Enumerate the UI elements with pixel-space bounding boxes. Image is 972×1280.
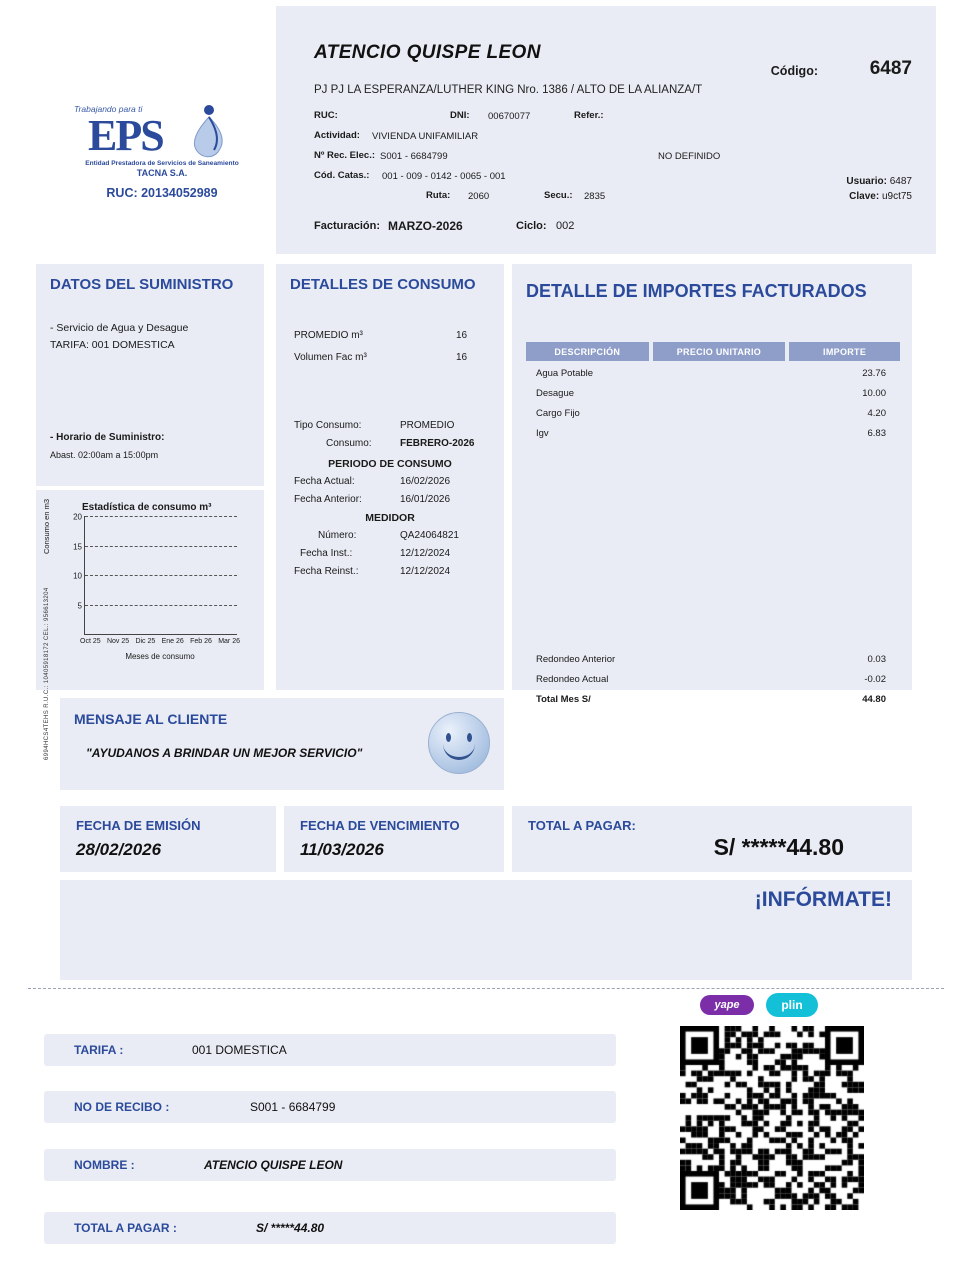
supply-tariff-line: TARIFA: 001 DOMESTICA	[50, 339, 175, 351]
yape-logo: yape	[700, 995, 754, 1015]
rec-elec-label	[314, 150, 375, 161]
medidor-numero-value: QA24064821	[400, 530, 459, 541]
informate-heading: ¡INFÓRMATE!	[754, 888, 892, 911]
fecha-actual-value: 16/02/2026	[400, 476, 451, 487]
actividad-label-text: Actividad:	[314, 130, 360, 141]
periodo-title: PERIODO DE CONSUMO	[328, 458, 452, 470]
chart-ytick-10: 10	[73, 571, 82, 581]
row-description: Igv	[536, 428, 549, 439]
stub-value: 001 DOMESTICA	[192, 1043, 287, 1057]
facturacion-label	[314, 220, 380, 232]
medidor-numero-label: Número:	[318, 530, 357, 541]
stub-value: S/ *****44.80	[256, 1221, 325, 1235]
supply-schedule-label: - Horario de Suministro:	[50, 432, 165, 443]
facturacion-label-text: Facturación:	[314, 220, 381, 232]
logo-city: TACNA S.A.	[136, 168, 188, 178]
billed-amounts-panel	[512, 264, 912, 705]
chart-title: Estadística de consumo m³	[82, 502, 212, 513]
table-row	[526, 388, 900, 408]
tipo-consumo-label: Tipo Consumo:	[294, 420, 362, 431]
consumption-details-title: DETALLES DE CONSUMO	[290, 276, 476, 293]
redondeo-actual-label: Redondeo Actual	[536, 674, 609, 685]
dni-label-text: DNI:	[450, 110, 470, 121]
refer-label	[574, 110, 604, 121]
chart-xtick: Dic 25	[135, 638, 156, 645]
due-date-panel	[284, 806, 504, 872]
fecha-anterior-label: Fecha Anterior:	[294, 494, 362, 505]
fecha-anterior-value: 16/01/2026	[400, 494, 451, 505]
informate-panel	[60, 880, 912, 980]
row-description: Cargo Fijo	[536, 408, 580, 419]
ruta-label	[426, 190, 450, 201]
ruc-label-text: RUC:	[314, 110, 338, 121]
secu-label	[544, 190, 573, 201]
plin-logo: plin	[766, 993, 818, 1017]
actividad-value: VIVIENDA UNIFAMILIAR	[372, 131, 479, 142]
stub-row-recibo	[44, 1091, 616, 1123]
medidor-reinst-value: 12/12/2024	[400, 566, 451, 577]
ciclo-value: 002	[556, 220, 575, 232]
customer-message-title: MENSAJE AL CLIENTE	[74, 711, 228, 727]
chart-xtick: Nov 25	[106, 638, 130, 645]
chart-xtick: Feb 26	[190, 638, 212, 645]
catastro-label-text: Cód. Catas.:	[314, 170, 370, 181]
due-date-title: FECHA DE VENCIMIENTO	[300, 818, 460, 833]
ciclo-label	[516, 220, 547, 232]
supply-data-panel	[36, 264, 264, 486]
total-due-title: TOTAL A PAGAR:	[528, 818, 636, 833]
logo-subtitle: Entidad Prestadora de Servicios de Saneamiento	[85, 160, 239, 167]
chart-ytick-20: 20	[73, 512, 82, 522]
row-description: Agua Potable	[536, 368, 594, 379]
row-amount: 6.83	[867, 428, 886, 439]
eps-logo	[60, 92, 260, 222]
actividad-label	[314, 130, 360, 141]
consumption-chart-panel	[36, 490, 264, 690]
catastro-label	[314, 170, 369, 181]
stub-key: NOMBRE :	[74, 1158, 135, 1172]
rec-elec-value: S001 - 6684799	[380, 151, 448, 162]
tear-off-divider	[28, 988, 944, 989]
secu-label-text: Secu.:	[544, 190, 573, 201]
chart-gridline-5	[77, 601, 237, 610]
chart-xtick: Mar 26	[218, 638, 240, 645]
chart-xtick: Ene 26	[161, 638, 184, 645]
supply-data-body	[50, 320, 188, 354]
chart-gridline-20	[73, 512, 237, 522]
table-row	[526, 368, 900, 388]
chart-xticks	[80, 638, 240, 645]
refer-label-text: Refer.:	[574, 110, 604, 121]
stub-value: ATENCIO QUISPE LEON	[204, 1158, 343, 1172]
amounts-table-header	[526, 342, 900, 361]
tipo-consumo-value: PROMEDIO	[400, 420, 455, 431]
stub-key: TOTAL A PAGAR :	[74, 1221, 177, 1235]
ruc-label	[314, 110, 338, 121]
no-definido-text: NO DEFINIDO	[658, 151, 721, 162]
total-mes-value: 44.80	[862, 694, 886, 705]
total-due-panel	[512, 806, 912, 872]
ciclo-label-text: Ciclo:	[516, 220, 547, 232]
catastro-value: 001 - 009 - 0142 - 0065 - 001	[382, 171, 506, 182]
billed-amounts-title: DETALLE DE IMPORTES FACTURADOS	[526, 281, 867, 301]
redondeo-anterior-value: 0.03	[867, 654, 886, 665]
redondeo-anterior-label: Redondeo Anterior	[536, 654, 616, 665]
facturacion-value: MARZO-2026	[388, 219, 463, 233]
ruta-label-text: Ruta:	[426, 190, 451, 201]
usuario-clave-box	[846, 174, 912, 204]
chart-ytick-5: 5	[77, 601, 82, 610]
logo-brand: EPS	[88, 111, 163, 160]
medidor-title: MEDIDOR	[365, 512, 415, 524]
row-amount: 4.20	[867, 408, 886, 419]
supply-service-line: - Servicio de Agua y Desague	[50, 322, 189, 334]
total-due-value: S/ *****44.80	[713, 834, 844, 860]
chart-ylabel: Consumo en m3	[42, 498, 51, 554]
medidor-inst-label: Fecha Inst.:	[300, 548, 353, 559]
client-name: ATENCIO QUISPE LEON	[314, 42, 541, 63]
chart-xlabel: Meses de consumo	[125, 652, 195, 661]
chart-xtick: Oct 25	[80, 638, 101, 645]
chart-ytick-15: 15	[73, 542, 82, 551]
stub-key: NO DE RECIBO :	[74, 1100, 170, 1114]
chart-gridline-10	[73, 571, 237, 581]
stub-row-tarifa	[44, 1034, 616, 1066]
water-drop-icon	[188, 104, 230, 164]
row-amount: 23.76	[862, 368, 886, 379]
consumo-value: FEBRERO-2026	[400, 438, 475, 449]
row-description: Desague	[536, 388, 575, 399]
table-row	[526, 408, 900, 428]
dni-label	[450, 110, 470, 121]
header-panel	[276, 6, 936, 254]
usuario-value: 6487	[889, 176, 912, 187]
promedio-value: 16	[456, 330, 468, 341]
fecha-actual-label: Fecha Actual:	[294, 476, 355, 487]
supply-data-title: DATOS DEL SUMINISTRO	[50, 276, 234, 293]
secu-value: 2835	[584, 191, 606, 202]
smiley-mouth	[443, 739, 475, 760]
chart-gridline-15	[73, 542, 237, 551]
column-header-importe: IMPORTE	[789, 342, 900, 361]
medidor-reinst-label: Fecha Reinst.:	[294, 566, 359, 577]
promedio-label: PROMEDIO m³	[294, 330, 363, 341]
clave-line	[846, 189, 912, 204]
smiley-face-icon	[428, 712, 490, 774]
logo-ruc: RUC: 20134052989	[106, 186, 218, 200]
total-mes-label: Total Mes S/	[536, 694, 591, 705]
qr-code	[680, 1026, 864, 1210]
table-row	[526, 428, 900, 448]
service-address: PJ PJ LA ESPERANZA/LUTHER KING Nro. 1386 / ALTO DE LA ALIANZA/T	[314, 84, 703, 96]
codigo-label: Código:	[770, 64, 818, 78]
column-header-precio-unitario: PRECIO UNITARIO	[653, 342, 786, 361]
vertical-code-text: 6994HCS4TEHS R.U.C.: 10405918172 CEL.: 956613204	[44, 587, 50, 760]
stub-value: S001 - 6684799	[250, 1100, 336, 1114]
consumo-label: Consumo:	[326, 438, 372, 449]
issue-date-value: 28/02/2026	[76, 840, 162, 859]
column-header-descripcion: DESCRIPCIÓN	[526, 342, 649, 361]
usuario-line	[846, 174, 912, 189]
usuario-label: Usuario:	[846, 176, 887, 187]
medidor-inst-value: 12/12/2024	[400, 548, 451, 559]
rec-elec-label-text: Nº Rec. Elec.:	[314, 150, 376, 161]
clave-value: u9ct75	[881, 191, 912, 202]
stub-row-total	[44, 1212, 616, 1244]
due-date-value: 11/03/2026	[300, 840, 384, 859]
chart-plot-area	[73, 512, 237, 635]
clave-label: Clave:	[849, 191, 880, 202]
volumen-label: Volumen Fac m³	[294, 352, 367, 363]
row-amount: 10.00	[862, 388, 886, 399]
redondeo-actual-value: -0.02	[864, 674, 886, 685]
issue-date-title: FECHA DE EMISIÓN	[76, 818, 201, 833]
stub-row-nombre	[44, 1149, 616, 1181]
issue-date-panel	[60, 806, 276, 872]
volumen-value: 16	[456, 352, 468, 363]
supply-schedule-value: Abast. 02:00am a 15:00pm	[50, 450, 159, 460]
customer-message-panel	[60, 698, 504, 790]
logo-tagline: Trabajando para ti	[74, 104, 143, 114]
consumption-details-panel	[276, 264, 504, 690]
stub-key: TARIFA :	[74, 1043, 124, 1057]
dni-value: 00670077	[488, 111, 531, 122]
ruta-value: 2060	[468, 191, 490, 202]
customer-message-text: "AYUDANOS A BRINDAR UN MEJOR SERVICIO"	[86, 746, 363, 760]
codigo-value: 6487	[869, 58, 912, 79]
